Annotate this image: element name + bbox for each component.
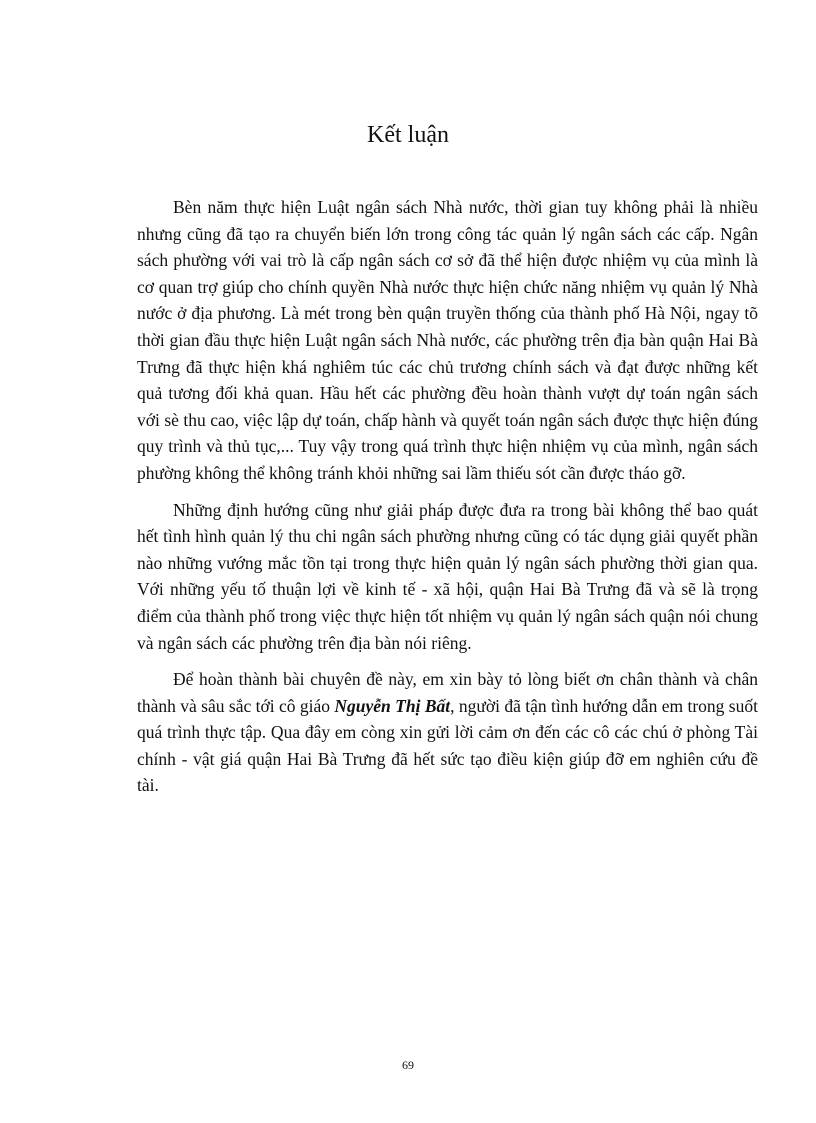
paragraph-3: [137, 666, 758, 799]
paragraph-2: Những định hướng cũng như giải pháp được đưa ra trong bài không thể bao quát hết tình hình quản lý thu chi ngân sách phường nhưng cũng có tác dụng giải quyết phần nào những vướng mắc tồn tại trong thực hiện quản lý ngân sách phường thời gian qua. Với những yếu tố thuận lợi về kinh tế - xã hội, quận Hai Bà Trưng đã và sẽ là trọng điểm của thành phố trong việc thực hiện tốt nhiệm vụ quản lý ngân sách quận nói chung và ngân sách các phường trên địa bàn nói riêng.: [137, 499, 758, 653]
advisor-name: Nguyễn Thị Bất: [334, 695, 451, 716]
page-number: 69: [402, 1058, 414, 1072]
document-body: [137, 194, 758, 809]
paragraph-3-after: , người đã tận tình hướng dẫn em trong suốt quá trình thực tập. Qua đây em còng xin gửi lời cảm ơn đến các cô các chú ở phòng Tài chính - vật giá quận Hai Bà Trưng đã hết sức tạo điều kiện giúp đỡ em nghiên cứu đề tài.: [137, 695, 758, 796]
page-title: Kết luận: [367, 122, 449, 148]
paragraph-1: Bèn năm thực hiện Luật ngân sách Nhà nước, thời gian tuy không phải là nhiều nhưng cũng đã tạo ra chuyển biến lớn trong công tác quản lý ngân sách các cấp. Ngân sách phường với vai trò là cấp ngân sách cơ sở đã thể hiện được nhiệm vụ của mình là cơ quan trợ giúp cho chính quyền Nhà nước thực hiện chức năng nhiệm vụ quản lý Nhà nước ở địa phương. Là mét trong bèn quận truyền thống của thành phố Hà Nội, ngay tõ thời gian đầu thực hiện Luật ngân sách Nhà nước, các phường trên địa bàn quận Hai Bà Trưng đã thực hiện khá nghiêm túc các chủ trương chính sách và đạt được những kết quả tương đối khả quan. Hầu hết các phường đều hoàn thành vượt dự toán ngân sách với sè thu cao, việc lập dự toán, chấp hành và quyết toán ngân sách được thực hiện đúng quy trình và thủ tục,... Tuy vậy trong quá trình thực hiện nhiệm vụ của mình, ngân sách phường không thể không tránh khỏi những sai lầm thiếu sót cần được tháo gỡ.: [137, 197, 758, 483]
paragraph-3-before: Để hoàn thành bài chuyên đề này, em xin bày tỏ lòng biết ơn chân thành và chân thành và sâu sắc tới cô giáo: [137, 669, 758, 716]
